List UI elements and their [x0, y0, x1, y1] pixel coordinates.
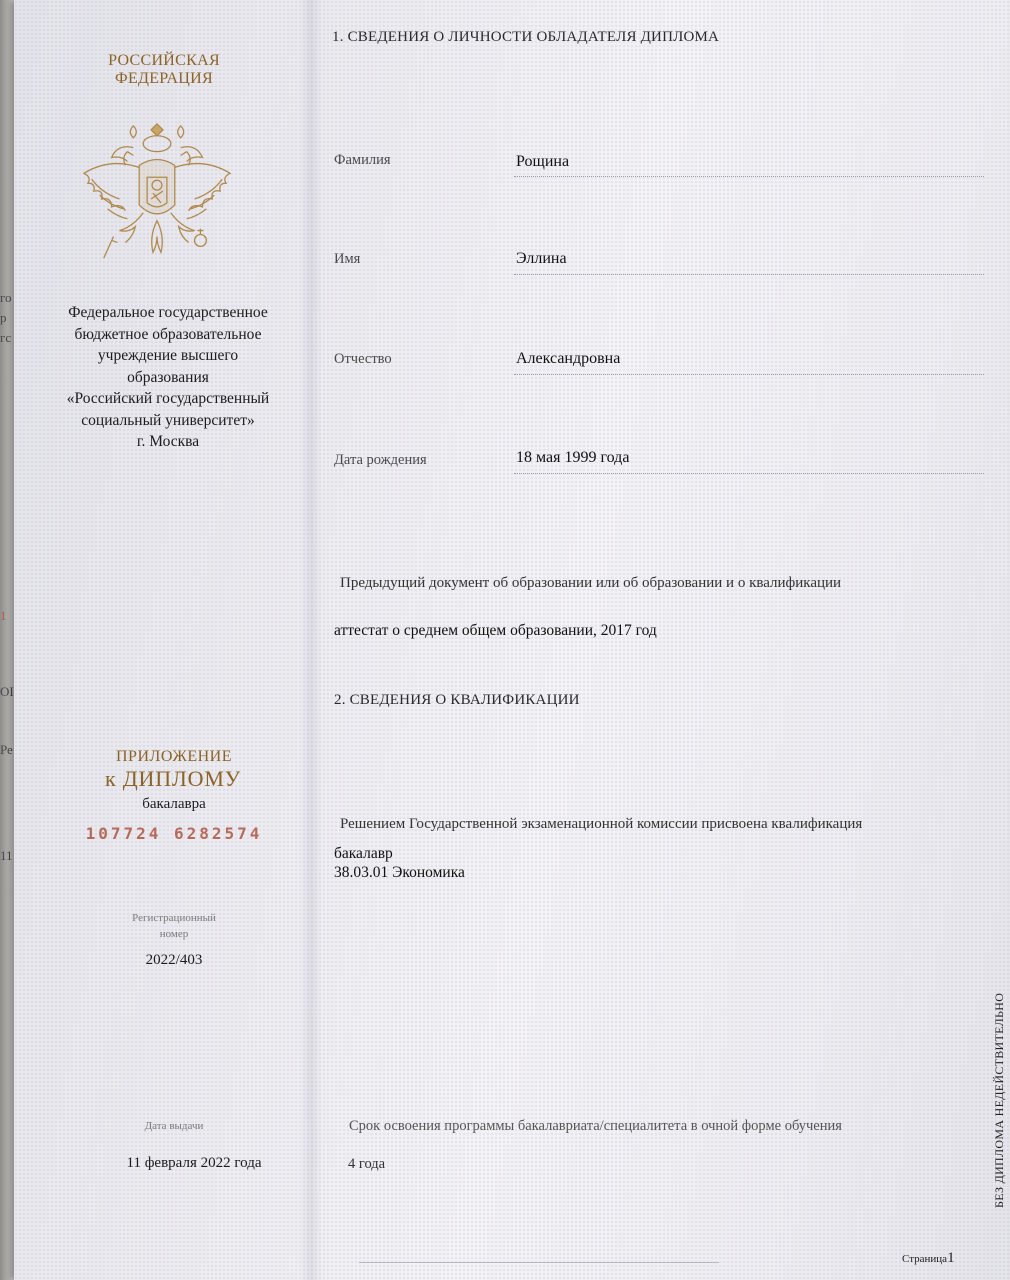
patronymic-label: Отчество	[334, 351, 392, 367]
registration-number-label: Регистрационный номер	[132, 912, 216, 940]
birth-date-label: Дата рождения	[334, 452, 427, 468]
country-name: РОССИЙСКАЯ ФЕДЕРАЦИЯ	[108, 52, 220, 87]
underlying-fragment: р	[0, 310, 7, 325]
validity-note: БЕЗ ДИПЛОМА НЕДЕЙСТВИТЕЛЬНО	[992, 992, 1006, 1208]
specialty-value: 38.03.01 Экономика	[334, 864, 465, 881]
page-label: Страница	[902, 1253, 948, 1265]
birth-date-underline	[514, 473, 984, 474]
section-1-title: 1. СВЕДЕНИЯ О ЛИЧНОСТИ ОБЛАДАТЕЛЯ ДИПЛОМА	[332, 29, 720, 45]
underlying-fragment: Ре	[0, 742, 13, 757]
left-panel	[14, 0, 314, 1280]
surname-underline	[514, 176, 984, 177]
registration-number: 2022/403	[145, 952, 203, 968]
underlying-fragment: 1	[0, 608, 7, 623]
previous-document-label: Предыдущий документ об образовании или об образовании и о квалификации	[340, 575, 842, 591]
page-number: 1	[947, 1250, 955, 1266]
previous-document-value: аттестат о среднем общем образовании, 2017 год	[334, 622, 657, 639]
degree-level: бакалавра	[142, 796, 206, 812]
qualification-value: бакалавр	[334, 845, 393, 862]
surname-label: Фамилия	[334, 152, 391, 168]
birth-date-value: 18 мая 1999 года	[516, 449, 630, 466]
supplement-title: ПРИЛОЖЕНИЕ	[115, 748, 232, 765]
page-indicator	[902, 1250, 955, 1267]
signature-line	[359, 1262, 719, 1263]
institution-name: Федеральное государственное бюджетное образовательное учреждение высшего образования «Российский государственный социальный университет» г. Москва	[66, 304, 270, 450]
patronymic-underline	[514, 374, 984, 375]
double-headed-eagle-icon	[78, 118, 236, 276]
underlying-fragment: 11	[0, 848, 13, 863]
first-name-label: Имя	[334, 251, 361, 267]
diploma-supplement-page	[14, 0, 1010, 1280]
serial-number: 107724 6282574	[85, 824, 263, 843]
underlying-fragment: ОІ	[0, 684, 14, 699]
first-name-underline	[514, 274, 984, 275]
first-name-value: Эллина	[516, 250, 567, 267]
underlying-fragment: гс	[0, 330, 12, 345]
study-duration-value: 4 года	[348, 1156, 386, 1172]
section-2-title: 2. СВЕДЕНИЯ О КВАЛИФИКАЦИИ	[334, 692, 580, 708]
supplement-subtitle: к ДИПЛОМУ	[104, 766, 242, 791]
issue-date: 11 февраля 2022 года	[126, 1155, 262, 1171]
underlying-fragment: го	[0, 290, 12, 305]
surname-value: Рощина	[516, 153, 570, 170]
patronymic-value: Александровна	[516, 350, 621, 367]
study-duration-label: Срок освоения программы бакалавриата/специалитета в очной форме обучения	[349, 1118, 842, 1134]
issue-date-label: Дата выдачи	[144, 1120, 204, 1132]
qualification-decision-label: Решением Государственной экзаменационной комиссии присвоена квалификация	[340, 816, 863, 832]
